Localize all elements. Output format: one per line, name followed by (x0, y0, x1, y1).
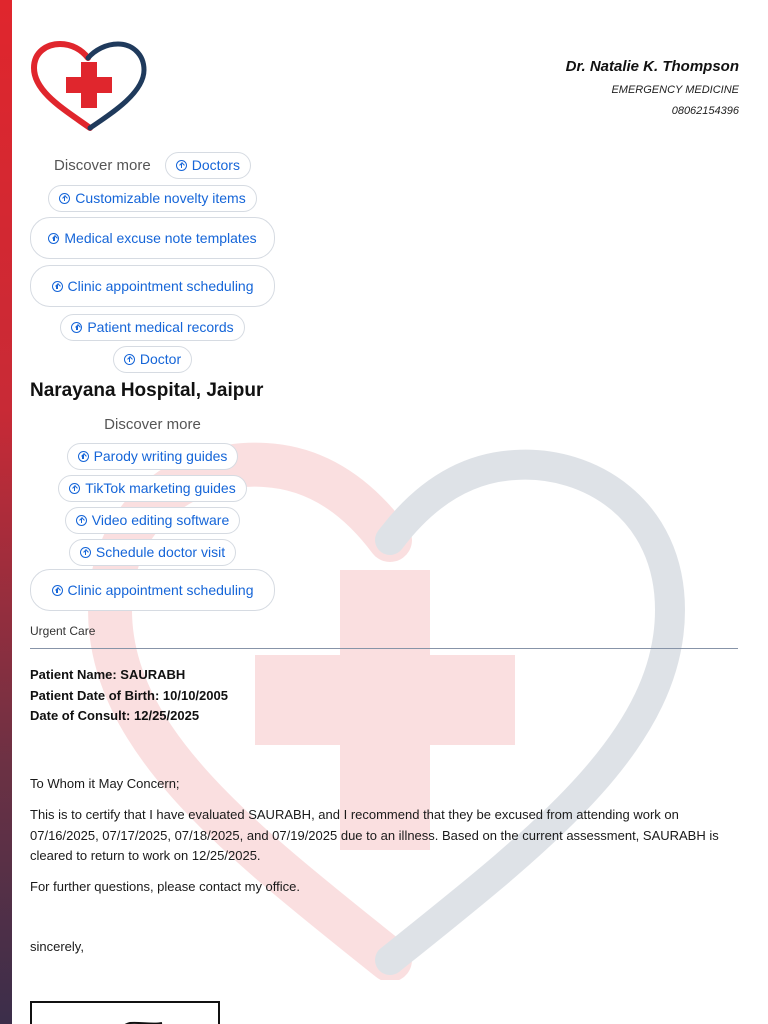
arrow-up-circle-icon (76, 515, 87, 526)
patient-name: Patient Name: SAURABH (30, 667, 186, 682)
patient-dob: Patient Date of Birth: 10/10/2005 (30, 687, 228, 703)
discover-more-top (30, 150, 275, 375)
arrow-up-circle-icon (124, 354, 135, 365)
chip-doctors[interactable]: Doctors (165, 152, 251, 179)
left-accent-bar (0, 0, 14, 1024)
letter-salutation: To Whom it May Concern; (30, 776, 180, 791)
consult-date: Date of Consult: 12/25/2025 (30, 708, 200, 723)
signature-scribble (32, 1003, 220, 1024)
doctor-info (566, 58, 739, 117)
chip-customizable-novelty-items[interactable]: Customizable novelty items (48, 185, 256, 212)
discover-more-label: Discover more (104, 416, 201, 433)
chip-parody-writing-guides[interactable]: Parody writing guides (67, 443, 239, 470)
chip-schedule-doctor-visit[interactable]: Schedule doctor visit (69, 539, 236, 566)
patient-info (30, 665, 228, 727)
arrow-up-circle-icon (78, 451, 89, 462)
doctor-name: Dr. Natalie K. Thompson (565, 58, 739, 75)
hospital-name: Narayana Hospital, Jaipur (30, 380, 264, 401)
signature (30, 1001, 220, 1024)
arrow-up-circle-icon (52, 585, 63, 596)
arrow-up-circle-icon (48, 233, 59, 244)
chip-tiktok-marketing-guides[interactable]: TikTok marketing guides (58, 475, 246, 502)
doctor-phone: 08062154396 (671, 105, 739, 117)
arrow-up-circle-icon (71, 322, 82, 333)
letter-closing: sincerely, (30, 939, 84, 954)
arrow-up-circle-icon (176, 160, 187, 171)
arrow-up-circle-icon (80, 547, 91, 558)
divider (30, 648, 738, 649)
heart-cross-logo (30, 40, 148, 132)
arrow-up-circle-icon (52, 281, 63, 292)
section-label: Urgent Care (30, 624, 96, 638)
letter-contact: For further questions, please contact my office. (30, 879, 301, 894)
arrow-up-circle-icon (69, 483, 80, 494)
chip-medical-excuse-note-templates[interactable]: Medical excuse note templates (30, 217, 275, 259)
letter-body: This is to certify that I have evaluated SAURABH, and I recommend that they be excused from attending work on 07/16/2025, 07/17/2025, 07/18/2025, and 07/19/2025 due to an illness. Based on the current assessment, SAURABH is cleared to return to work on 12/25/2025. (30, 807, 719, 863)
chip-patient-medical-records[interactable]: Patient medical records (60, 314, 244, 341)
chip-clinic-appointment-scheduling[interactable]: Clinic appointment scheduling (30, 569, 275, 611)
discover-more-label: Discover more (54, 157, 151, 174)
arrow-up-circle-icon (59, 193, 70, 204)
chip-clinic-appointment-scheduling[interactable]: Clinic appointment scheduling (30, 265, 275, 307)
chip-doctor[interactable]: Doctor (113, 346, 192, 373)
chip-video-editing-software[interactable]: Video editing software (65, 507, 241, 534)
discover-more-bottom (30, 414, 275, 614)
doctor-department: EMERGENCY MEDICINE (611, 84, 739, 96)
